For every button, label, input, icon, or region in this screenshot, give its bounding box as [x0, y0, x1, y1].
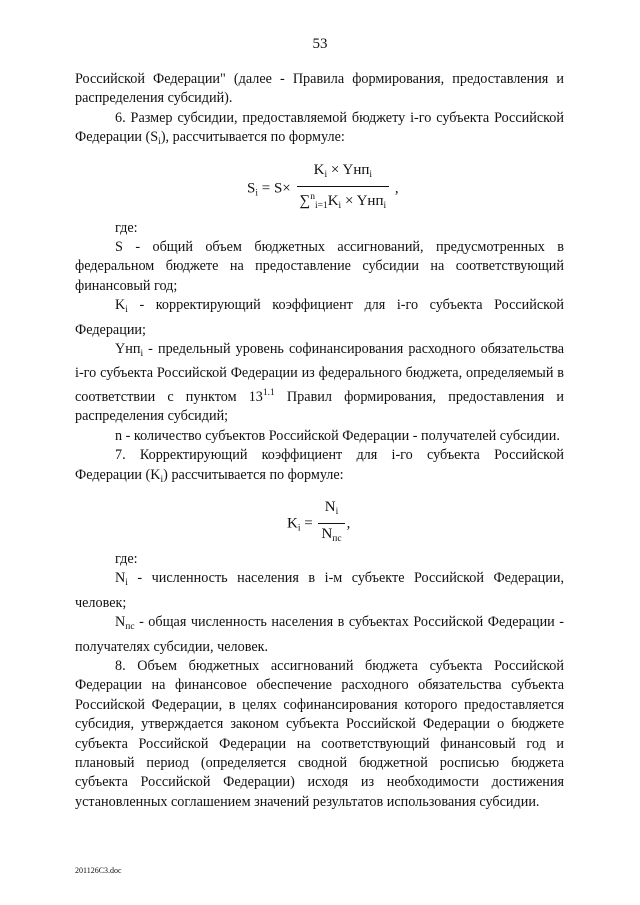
- formula-coefficient: $K_i$ = $\frac{N_i}{N_{пс}}$ ,: [75, 496, 564, 546]
- definition-ynp: Yнп$_i$ - предельный уровень софинансирования расходного обязательства i-го субъекта Российской Федерации из федерального бюджета, определяемый в соответствии с пунктом $13^{1.1}$ Правил формирования, предоставления и распределения субсидий;: [75, 341, 564, 425]
- footer-filename: 201126C3.doc: [75, 866, 122, 875]
- document-body: [75, 70, 564, 812]
- formula-fraction: [297, 161, 390, 217]
- formula-denominator: $N_{пс}$: [321, 526, 342, 545]
- formula-subsidy: $S_i = S\times$ $\frac{K_i \times Yнп_i}{\sum^n_{i=1}K_i \times Yнп_i}$ ,: [75, 159, 564, 215]
- paragraph-continuation: Российской Федерации" (далее - Правила формирования, предоставления и распределения субсидий).: [75, 71, 564, 107]
- definition-ni: $N_i$ - численность населения в i-м субъекте Российской Федерации, человек;: [75, 570, 564, 611]
- where-label-1: где:: [115, 219, 138, 236]
- definition-n: n - количество субъектов Российской Федерации - получателей субсидии.: [115, 427, 560, 444]
- page-number: 53: [312, 36, 328, 52]
- formula-numerator: $K_i \times Yнп_i$: [297, 161, 390, 187]
- formula-fraction: [318, 498, 344, 550]
- paragraph-6: 6. Размер субсидии, предоставляемой бюджету i-го субъекта Российской Федерации $(S_i)$, рассчитывается по формуле:: [75, 109, 564, 148]
- definition-nps: $N_{пс}$ - общая численность населения в субъектах Российской Федерации - получателях субсидии, человек.: [75, 614, 564, 655]
- paragraph-7: 7. Корректирующий коэффициент для i-го субъекта Российской Федерации $(K_i)$ рассчитывается по формуле:: [75, 447, 564, 485]
- where-label-2: где:: [115, 550, 138, 567]
- formula-denominator: $\sum^n_{i=1}K_i \times Yнп_i$: [299, 192, 387, 212]
- definition-k: $K_i$ - корректирующий коэффициент для i-го субъекта Российской Федерации;: [75, 297, 564, 338]
- paragraph-8: 8. Объем бюджетных ассигнований бюджета субъекта Российской Федерации на финансовое обеспечение расходного обязательства субъекта Российской Федерации, в целях софинансирования которого предоставляется субсидия, утверждается законом субъекта Российской Федерации о бюджете субъекта Российской Федерации на соответствующий финансовый год и плановый период (определяется сводной бюджетной росписью бюджета субъекта Российской Федерации) исходя из необходимости достижения установленных соглашением значений результатов использования субсидии.: [75, 657, 564, 810]
- definition-s: S - общий объем бюджетных ассигнований, предусмотренных в федеральном бюджете на предоставление субсидии на соответствующий финансовый год;: [75, 239, 564, 294]
- formula-numerator: $N_i$: [318, 498, 344, 524]
